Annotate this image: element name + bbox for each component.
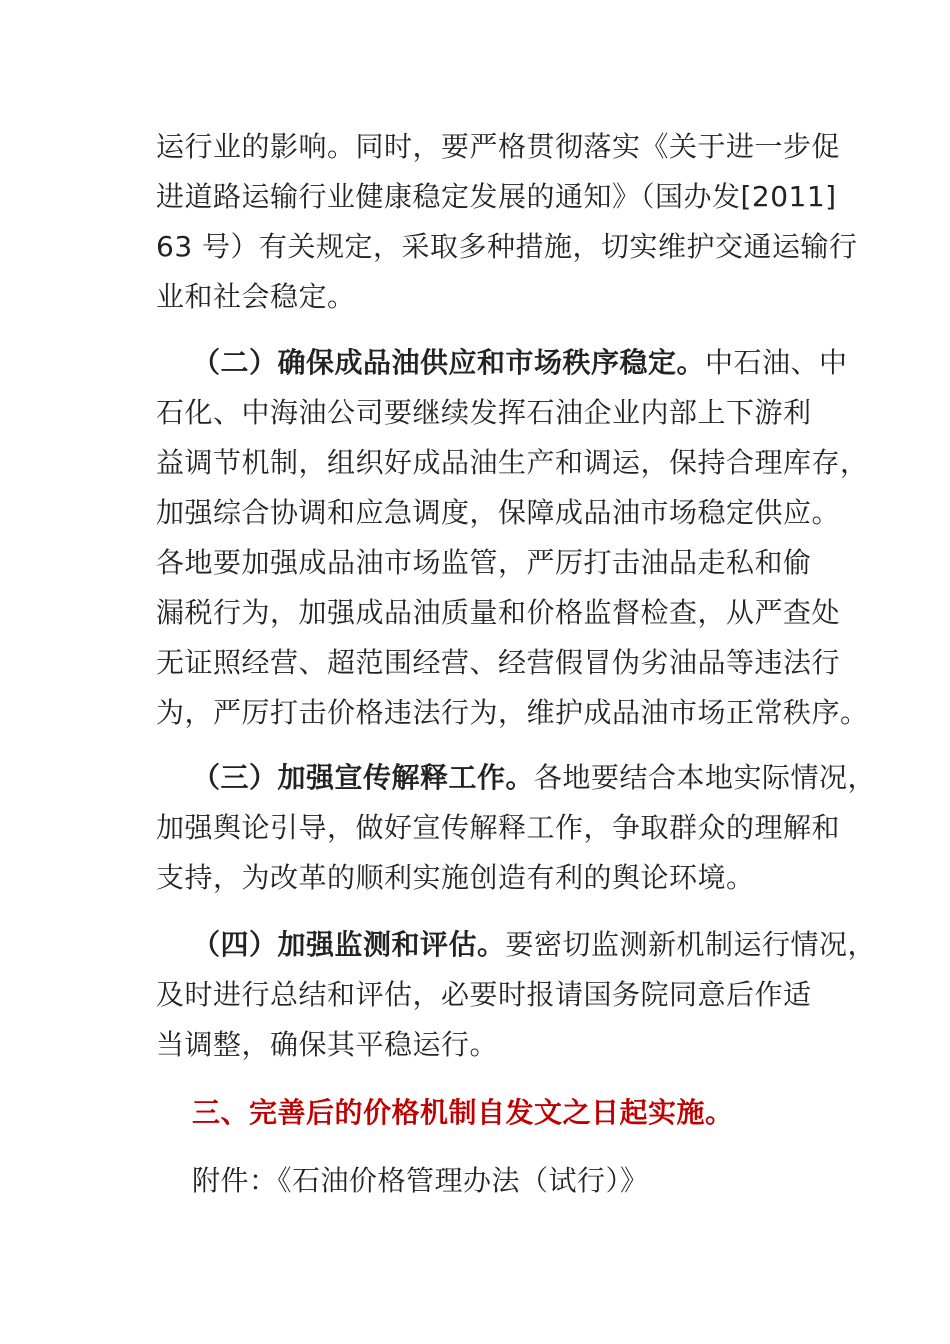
red-heading-text: 三、完善后的价格机制自发文之日起实施。 (192, 1096, 734, 1129)
section-heading-4: （四）加强监测和评估。 (192, 928, 506, 961)
text-line: 业和社会稳定。 (156, 280, 356, 313)
text-line: 漏税行为，加强成品油质量和价格监督检查，从严查处 (156, 596, 841, 629)
paragraph-publicity (156, 753, 877, 903)
text-line: 无证照经营、超范围经营、经营假冒伪劣油品等违法行 (156, 646, 841, 679)
paragraph-monitoring (156, 920, 877, 1070)
first-line (156, 338, 848, 388)
attachment-line (156, 1156, 806, 1206)
text-line: 63 号）有关规定，采取多种措施，切实维护交通运输行 (156, 230, 858, 263)
text-run: 要密切监测新机制运行情况， (505, 928, 877, 961)
section-heading-2: （二）确保成品油供应和市场秩序稳定。 (192, 346, 706, 379)
first-line (156, 920, 877, 970)
text-line: 当调整，确保其平稳运行。 (156, 1028, 499, 1061)
text-line: 石化、中海油公司要继续发挥石油企业内部上下游利 (156, 396, 812, 429)
text-line: 及时进行总结和评估，必要时报请国务院同意后作适 (156, 978, 812, 1011)
section-heading-3: （三）加强宣传解释工作。 (192, 761, 535, 794)
text-line: 运行业的影响。同时，要严格贯彻落实《关于进一步促 (156, 130, 841, 163)
section-three-heading (156, 1088, 806, 1138)
text-line: 加强舆论引导，做好宣传解释工作，争取群众的理解和 (156, 811, 841, 844)
attachment-text: 附件：《石油价格管理办法（试行）》 (192, 1164, 649, 1197)
text-run: 中石油、中 (705, 346, 848, 379)
text-line: 进道路运输行业健康稳定发展的通知》（国办发[2011] (156, 180, 837, 213)
text-line: 各地要加强成品油市场监管，严厉打击油品走私和偷 (156, 546, 812, 579)
text-line: 支持，为改革的顺利实施创造有利的舆论环境。 (156, 861, 755, 894)
text-line: 为，严厉打击价格违法行为，维护成品油市场正常秩序。 (156, 696, 869, 729)
text-line: 加强综合协调和应急调度，保障成品油市场稳定供应。 (156, 496, 841, 529)
paragraph-impact-transport (156, 122, 858, 322)
paragraph-supply-stability (156, 338, 869, 738)
text-run: 各地要结合本地实际情况， (534, 761, 877, 794)
text-line: 益调节机制，组织好成品油生产和调运，保持合理库存， (156, 446, 869, 479)
first-line (156, 753, 877, 803)
